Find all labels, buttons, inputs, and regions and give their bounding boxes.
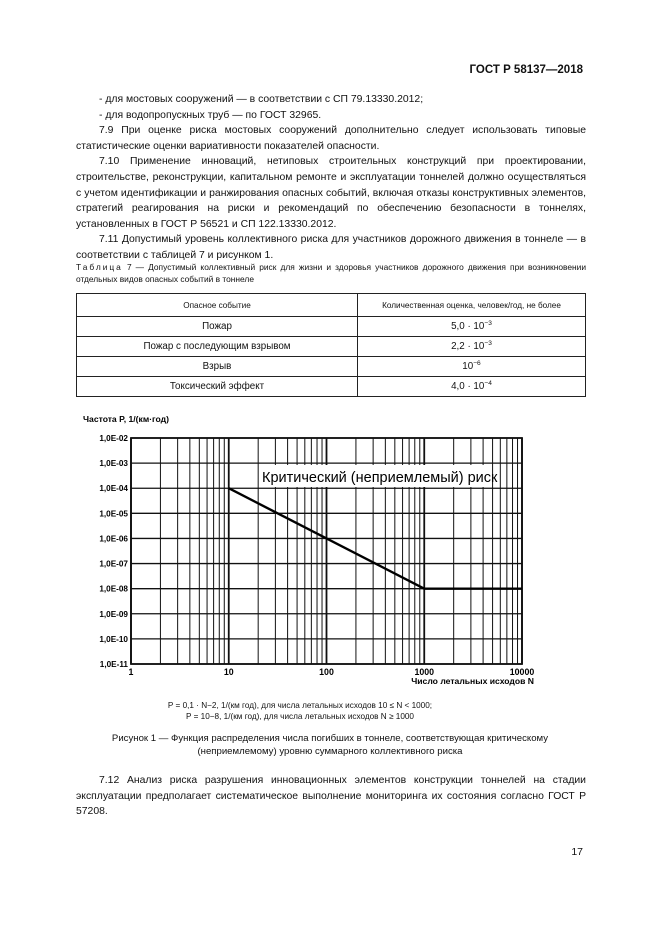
y-tick-label: 1,0E-10 [99, 634, 128, 644]
formula-line-1: P = 0,1 · N−2, 1/(км год), для числа летальных исходов 10 ≤ N < 1000; [167, 701, 433, 710]
paragraph-7-9: 7.9 При оценке риска мостовых сооружений дополнительно следует использовать типовые статистические оценки вариативности показателей опасности. [76, 125, 586, 152]
table-row [77, 377, 586, 397]
value-cell: $10^{-6}$ [358, 357, 586, 377]
x-tick-label: 1000 [414, 667, 435, 677]
y-tick-labels [99, 434, 128, 669]
bullet-bridges: - для мостовых сооружений — в соответствии с СП 79.13330.2012; [99, 94, 424, 105]
y-tick-label: 1,0E-06 [99, 534, 128, 544]
y-axis-label: Частота P, 1/(км·год) [83, 414, 169, 424]
paragraph-7-10: 7.10 Применение инноваций, нетиповых строительных конструкций при проектировании, строительстве, реконструкции, капитальном ремонте и эксплуатации тоннелей должно осуществляться с учетом идентификации и ранжирования опасных событий, включая отказы конструктивных элементов, стратегий реагирования на риски и рекомендаций по обеспечению безопасности в тоннелях, установленных в ГОСТ Р 56521 и СП 122.13330.2012. [76, 156, 586, 230]
fn-risk-chart [76, 412, 586, 688]
table-row [77, 317, 586, 337]
standard-number: ГОСТ Р 58137—2018 [469, 64, 583, 76]
x-axis-label: Число летальных исходов N [411, 676, 534, 686]
bullet-culverts: - для водопропускных труб — по ГОСТ 32965. [99, 109, 322, 121]
y-tick-label: 1,0E-07 [99, 559, 128, 569]
x-tick-label: 1 [128, 667, 134, 677]
event-cell: Взрыв [77, 357, 358, 377]
y-tick-label: 1,0E-08 [99, 584, 128, 594]
table-row [77, 357, 586, 377]
table-label: Таблица [76, 262, 123, 272]
y-tick-label: 1,0E-11 [99, 660, 128, 669]
y-tick-label: 1,0E-05 [99, 509, 128, 519]
formula-line-2: P = 10−8, 1/(км год), для числа летальных исходов N ≥ 1000 [186, 712, 414, 721]
paragraph-7-12: 7.12 Анализ риска разрушения инновационных элементов конструкции тоннелей на стадии эксплуатации предполагает систематическое выполнение мониторинга их состояния согласно ГОСТ Р 57208. [76, 775, 586, 818]
figure-caption: Рисунок 1 — Функция распределения числа погибших в тоннеле, соответствующая критическому (неприемлемому) уровню суммарного коллективного риска [111, 733, 549, 758]
event-cell: Пожар [77, 317, 358, 337]
page-number: 17 [571, 846, 583, 858]
table-row [77, 337, 586, 357]
event-cell: Пожар с последующим взрывом [77, 337, 358, 357]
header-event: Опасное событие [77, 294, 358, 317]
paragraph-7-11: 7.11 Допустимый уровень коллективного риска для участников дорожного движения в тоннеле — в соответствии с таблицей 7 и рисунком 1. [76, 234, 586, 261]
header-estimate: Количественная оценка, человек/год, не более [358, 294, 586, 317]
value-cell: $4,0 \cdot 10^{-4}$ [358, 377, 586, 397]
y-tick-label: 1,0E-03 [99, 459, 128, 469]
risk-table [76, 293, 586, 397]
table-caption [76, 262, 586, 286]
event-cell: Токсический эффект [77, 377, 358, 397]
x-tick-label: 10 [223, 667, 234, 677]
value-cell: $2,2 \cdot 10^{-3}$ [358, 337, 586, 357]
y-tick-label: 1,0E-09 [99, 609, 128, 619]
x-tick-label: 10000 [509, 667, 535, 677]
x-tick-label: 100 [319, 667, 334, 677]
value-cell: $5,0 \cdot 10^{-3}$ [358, 317, 586, 337]
y-tick-label: 1,0E-02 [99, 434, 128, 443]
y-tick-label: 1,0E-04 [99, 484, 128, 494]
chart-annotation: Критический (неприемлемый) риск [262, 470, 498, 486]
text-block-top [76, 92, 586, 264]
table-caption-text: 7 — Допустимый коллективный риск для жизни и здоровья участников дорожного движения при возникновении отдельных видов опасных событий в тоннеле [76, 262, 587, 284]
text-block-bottom [76, 773, 586, 820]
